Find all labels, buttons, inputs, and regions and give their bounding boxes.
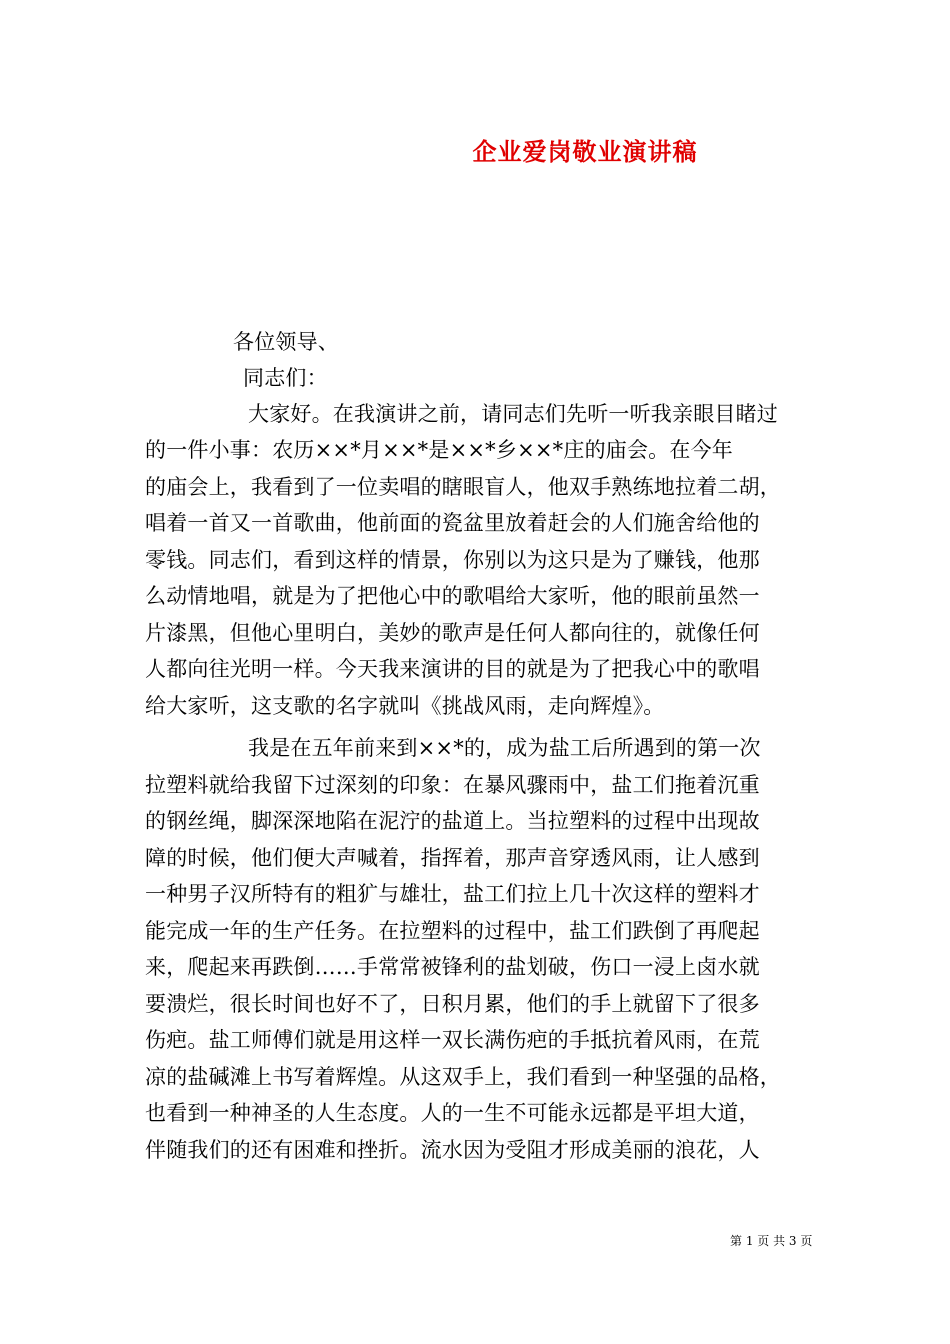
paragraph-line: 大家好。在我演讲之前，请同志们先听一听我亲眼目睹过: [248, 402, 778, 426]
paragraph-line: 的钢丝绳，脚深深地陷在泥泞的盐道上。当拉塑料的过程中出现故: [145, 809, 760, 833]
paragraph-line: 零钱。同志们，看到这样的情景，你别以为这只是为了赚钱，他那: [145, 548, 760, 572]
greeting-line: 同志们：: [243, 366, 328, 390]
greeting-line: 各位领导、: [233, 330, 339, 354]
paragraph-line: 能完成一年的生产任务。在拉塑料的过程中，盐工们跌倒了再爬起: [145, 919, 760, 943]
paragraph-line: 给大家听，这支歌的名字就叫《挑战风雨，走向辉煌》。: [145, 694, 665, 718]
paragraph-line: 我是在五年前来到××*的，成为盐工后所遇到的第一次: [248, 736, 761, 760]
paragraph-line: 要溃烂，很长时间也好不了，日积月累，他们的手上就留下了很多: [145, 992, 760, 1016]
page-number: 第 1 页 共 3 页: [730, 1234, 813, 1248]
paragraph-line: 障的时候，他们便大声喊着，指挥着，那声音穿透风雨，让人感到: [145, 846, 760, 870]
paragraph-line: 一种男子汉所特有的粗犷与雄壮，盐工们拉上几十次这样的塑料才: [145, 882, 760, 906]
paragraph-line: 伴随我们的还有困难和挫折。流水因为受阻才形成美丽的浪花，人: [145, 1138, 760, 1162]
paragraph-line: 人都向往光明一样。今天我来演讲的目的就是为了把我心中的歌唱: [145, 657, 760, 681]
paragraph-line: 唱着一首又一首歌曲，他前面的瓷盆里放着赶会的人们施舍给他的: [145, 511, 760, 535]
document-title: 企业爱岗敬业演讲稿: [472, 137, 698, 166]
paragraph-line: 片漆黑，但他心里明白，美妙的歌声是任何人都向往的，就像任何: [145, 621, 760, 645]
paragraph-line: 拉塑料就给我留下过深刻的印象：在暴风骤雨中，盐工们拖着沉重: [145, 773, 760, 797]
paragraph-line: 伤疤。盐工师傅们就是用这样一双长满伤疤的手抵抗着风雨，在荒: [145, 1028, 760, 1052]
paragraph-line: 的庙会上，我看到了一位卖唱的瞎眼盲人，他双手熟练地拉着二胡，: [145, 475, 781, 499]
paragraph-line: 来，爬起来再跌倒……手常常被锋利的盐划破，伤口一浸上卤水就: [145, 955, 760, 979]
paragraph-line: 的一件小事：农历××*月××*是××*乡××*庄的庙会。在今年: [145, 438, 733, 462]
paragraph-line: 凉的盐碱滩上书写着辉煌。从这双手上，我们看到一种坚强的品格，: [145, 1065, 781, 1089]
paragraph-line: 么动情地唱，就是为了把他心中的歌唱给大家听，他的眼前虽然一: [145, 584, 760, 608]
paragraph-line: 也看到一种神圣的人生态度。人的一生不可能永远都是平坦大道，: [145, 1101, 760, 1125]
